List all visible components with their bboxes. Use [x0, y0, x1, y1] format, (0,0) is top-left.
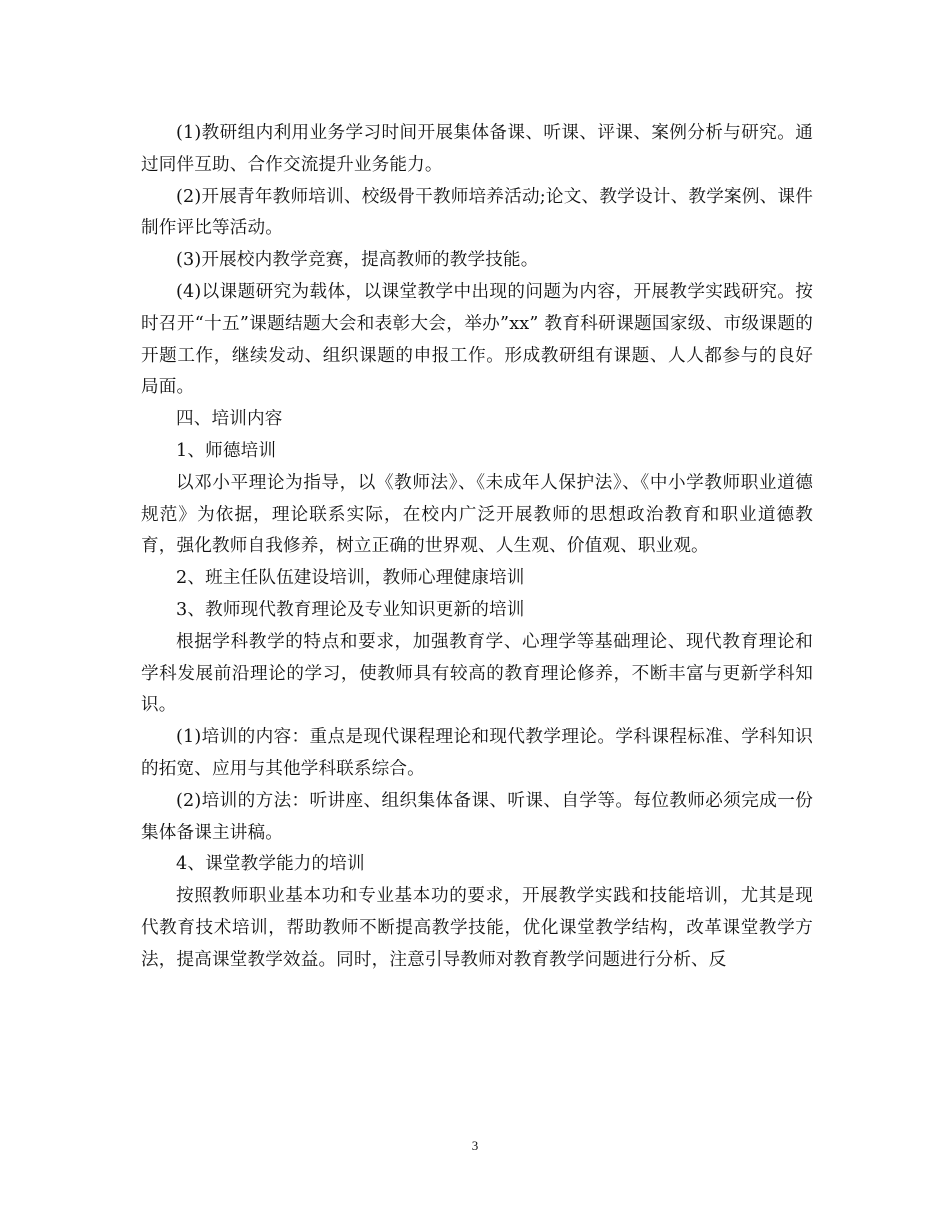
- paragraph: 根据学科教学的特点和要求，加强教育学、心理学等基础理论、现代教育理论和学科发展前沿理论的学习，使教师具有较高的教育理论修养，不断丰富与更新学科知识。: [141, 631, 813, 716]
- document-body: [141, 118, 813, 977]
- subsection-heading: 3、教师现代教育理论及专业知识更新的培训: [176, 599, 525, 620]
- subsection-heading: 2、班主任队伍建设培训，教师心理健康培训: [176, 568, 525, 589]
- paragraph: (3)开展校内教学竞赛，提高教师的教学技能。: [176, 250, 539, 271]
- paragraph: 按照教师职业基本功和专业基本功的要求，开展教学实践和技能培训，尤其是现代教育技术培训，帮助教师不断提高教学技能，优化课堂教学结构，改革课堂教学方法，提高课堂教学效益。同时，注意引导教师对教育教学问题进行分析、反: [141, 886, 813, 970]
- paragraph: (1)教研组内利用业务学习时间开展集体备课、听课、评课、案例分析与研究。通过同伴互助、合作交流提升业务能力。: [141, 123, 813, 175]
- paragraph: (4)以课题研究为载体，以课堂教学中出现的问题为内容，开展教学实践研究。按时召开“十五”课题结题大会和表彰大会，举办”xx” 教育科研课题国家级、市级课题的开题工作，继续发动、组织课题的申报工作。形成教研组有课题、人人都参与的良好局面。: [141, 281, 813, 398]
- section-heading: 四、培训内容: [176, 409, 283, 430]
- subsection-heading: 4、课堂教学能力的培训: [176, 854, 365, 875]
- paragraph: (1)培训的内容：重点是现代课程理论和现代教学理论。学科课程标准、学科知识的拓宽、应用与其他学科联系综合。: [141, 727, 813, 779]
- page-number: 3: [471, 1138, 479, 1153]
- paragraph: (2)开展青年教师培训、校级骨干教师培养活动;论文、教学设计、教学案例、课件制作评比等活动。: [141, 186, 813, 239]
- subsection-heading: 1、师德培训: [176, 440, 277, 461]
- paragraph: (2)培训的方法：听讲座、组织集体备课、听课、自学等。每位教师必须完成一份集体备课主讲稿。: [141, 790, 813, 843]
- paragraph: 以邓小平理论为指导，以《教师法》、《未成年人保护法》、《中小学教师职业道德规范》为依据，理论联系实际，在校内广泛开展教师的思想政治教育和职业道德教育，强化教师自我修养，树立正确的世界观、人生观、价值观、职业观。: [141, 472, 813, 557]
